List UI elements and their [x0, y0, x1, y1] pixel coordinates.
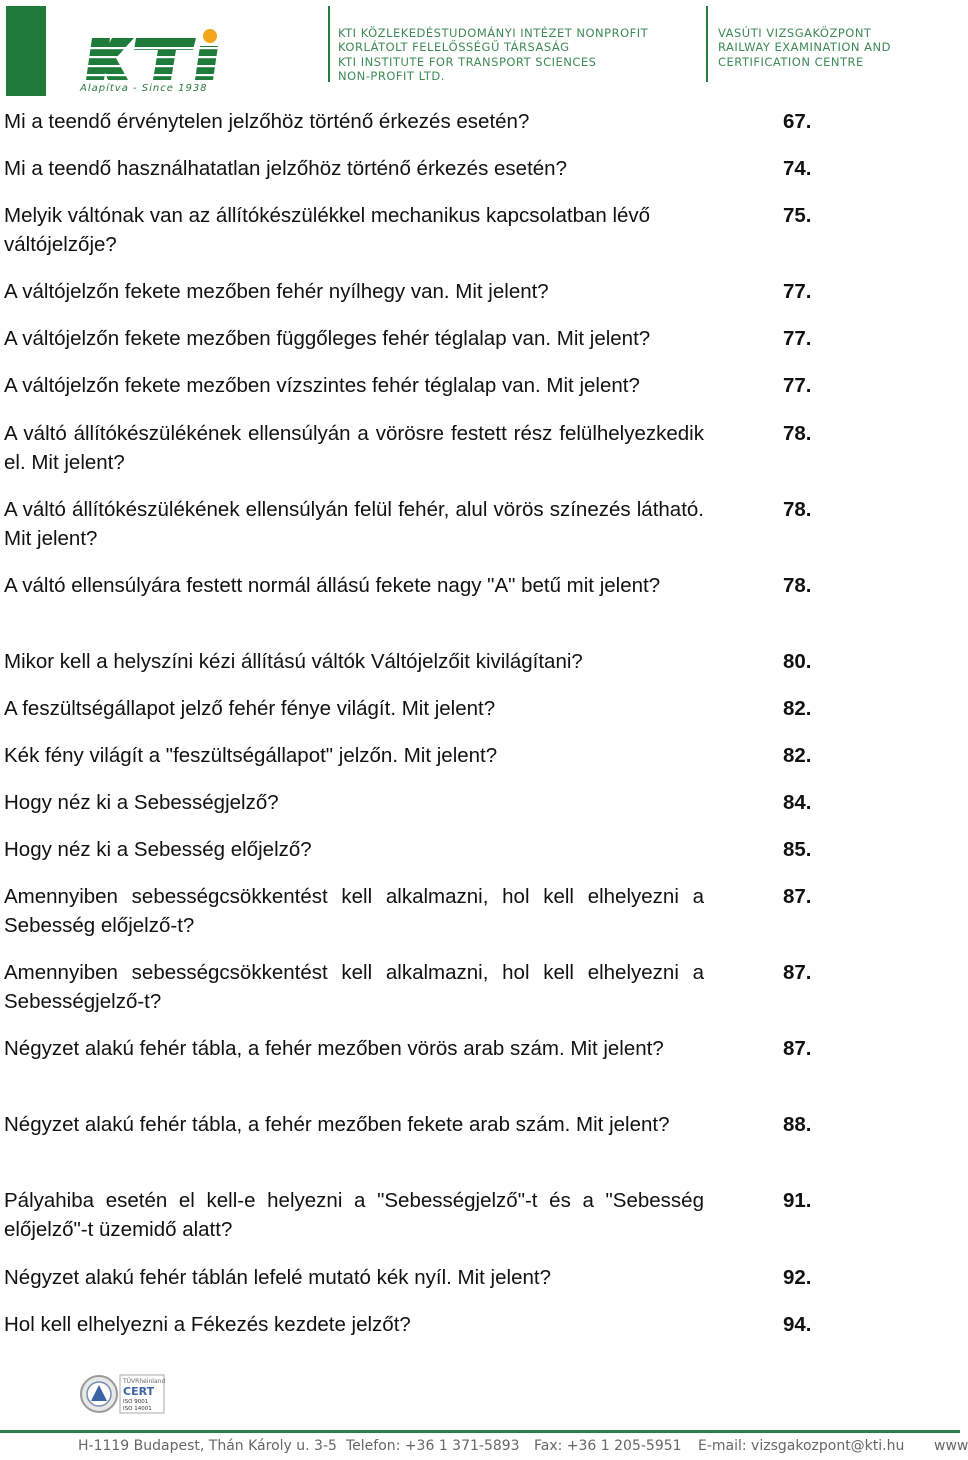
tuv-cert-icon	[80, 1372, 166, 1416]
page-number: 78.	[783, 422, 812, 445]
page-number: 87.	[783, 961, 812, 984]
footer-phone: Telefon: +36 1 371-5893	[346, 1438, 520, 1454]
question-text: Mikor kell a helyszíni kézi állítású váltók Váltójelzőit kivilágítani?	[4, 650, 583, 673]
institute-name-line: NON-PROFIT LTD.	[338, 68, 445, 83]
question-text: Amennyiben sebességcsökkentést kell alkalmazni, hol kell elhelyezni a Sebességjelző-t?	[4, 961, 704, 1013]
question-text: A váltó állítókészülékének ellensúlyán a vörösre festett rész felülhelyezkedik el. Mit jelent?	[4, 422, 704, 474]
cert-iso-line: ISO 9001	[123, 1399, 149, 1405]
question-text: A váltójelzőn fekete mezőben függőleges fehér téglalap van. Mit jelent?	[4, 327, 651, 350]
question-text: Amennyiben sebességcsökkentést kell alkalmazni, hol kell elhelyezni a Sebesség előjelző-t?	[4, 885, 704, 937]
institute-name-line: KORLÁTOLT FELELŐSSÉGŰ TÁRSASÁG	[338, 40, 570, 55]
footer-address: H-1119 Budapest, Thán Károly u. 3-5	[78, 1438, 337, 1454]
footer-divider	[0, 1430, 960, 1433]
certification-badge	[80, 1372, 166, 1416]
question-text: Pályahiba esetén el kell-e helyezni a "Sebességjelző"-t és a "Sebesség előjelző"-t üzemidő alatt?	[4, 1189, 704, 1241]
page-number: 74.	[783, 157, 812, 180]
institute-name-line: KTI KÖZLEKEDÉSTUDOMÁNYI INTÉZET NONPROFIT	[338, 26, 649, 40]
institute-name-line: KTI INSTITUTE FOR TRANSPORT SCIENCES	[338, 54, 597, 69]
question-text: Négyzet alakú fehér táblán lefelé mutató kék nyíl. Mit jelent?	[4, 1266, 551, 1289]
page-number: 87.	[783, 885, 812, 908]
page-number: 92.	[783, 1266, 812, 1289]
cert-iso-line: ISO 14001	[123, 1406, 152, 1412]
question-text: Hol kell elhelyezni a Fékezés kezdete jelzőt?	[4, 1313, 411, 1336]
footer-fax: Fax: +36 1 205-5951	[534, 1438, 682, 1454]
question-text: Melyik váltónak van az állítókészülékkel mechanikus kapcsolatban lévő váltójelzője?	[4, 204, 651, 256]
page-header	[0, 0, 960, 100]
centre-name-block	[718, 26, 891, 69]
page-number: 67.	[783, 110, 812, 133]
page-number: 87.	[783, 1037, 812, 1060]
page-number: 78.	[783, 498, 812, 521]
page-number: 77.	[783, 374, 812, 397]
question-text: Négyzet alakú fehér tábla, a fehér mezőben vörös arab szám. Mit jelent?	[4, 1037, 664, 1060]
centre-name-line: RAILWAY EXAMINATION AND	[718, 40, 891, 55]
centre-name-line: CERTIFICATION CENTRE	[718, 54, 864, 69]
institute-name-block	[338, 26, 648, 83]
page-number: 84.	[783, 791, 812, 814]
brand-color-bar	[6, 6, 46, 96]
question-text: Kék fény világít a "feszültségállapot" jelzőn. Mit jelent?	[4, 744, 498, 767]
header-divider	[328, 6, 330, 82]
question-text: Négyzet alakú fehér tábla, a fehér mezőben fekete arab szám. Mit jelent?	[4, 1113, 670, 1136]
question-text: Mi a teendő használhatatlan jelzőhöz történő érkezés esetén?	[4, 157, 567, 180]
page-number: 78.	[783, 574, 812, 597]
question-text: A váltójelzőn fekete mezőben fehér nyílhegy van. Mit jelent?	[4, 280, 549, 303]
question-text: A váltó ellensúlyára festett normál állású fekete nagy "A" betű mit jelent?	[4, 574, 661, 597]
footer-email[interactable]: E-mail: vizsgakozpont@kti.hu	[698, 1438, 905, 1454]
page-number: 94.	[783, 1313, 812, 1336]
page-number: 85.	[783, 838, 812, 861]
kti-logo	[78, 28, 228, 98]
footer-web[interactable]: www	[934, 1438, 968, 1454]
page-footer	[78, 1438, 968, 1460]
question-text: A váltójelzőn fekete mezőben vízszintes fehér téglalap van. Mit jelent?	[4, 374, 640, 397]
question-text: A váltó állítókészülékének ellensúlyán felül fehér, alul vörös színezés látható. Mit jelent?	[4, 498, 704, 550]
question-text: Mi a teendő érvénytelen jelzőhöz történő érkezés esetén?	[4, 110, 530, 133]
centre-name-line: VASÚTI VIZSGAKÖZPONT	[718, 26, 872, 40]
page-number: 82.	[783, 697, 812, 720]
kti-logo-mark	[78, 28, 228, 84]
page-number: 88.	[783, 1113, 812, 1136]
logo-tagline: Alapítva - Since 1938	[80, 83, 208, 94]
cert-label: CERT	[123, 1385, 155, 1398]
page-number: 77.	[783, 327, 812, 350]
cert-issuer: TÜVRheinland	[123, 1378, 166, 1385]
question-text: Hogy néz ki a Sebességjelző?	[4, 791, 279, 814]
header-divider	[706, 6, 708, 82]
page-number: 75.	[783, 204, 812, 227]
question-text: Hogy néz ki a Sebesség előjelző?	[4, 838, 312, 861]
page-number: 80.	[783, 650, 812, 673]
page-number: 91.	[783, 1189, 812, 1212]
page-number: 77.	[783, 280, 812, 303]
page-number: 82.	[783, 744, 812, 767]
question-text: A feszültségállapot jelző fehér fénye világít. Mit jelent?	[4, 697, 496, 720]
